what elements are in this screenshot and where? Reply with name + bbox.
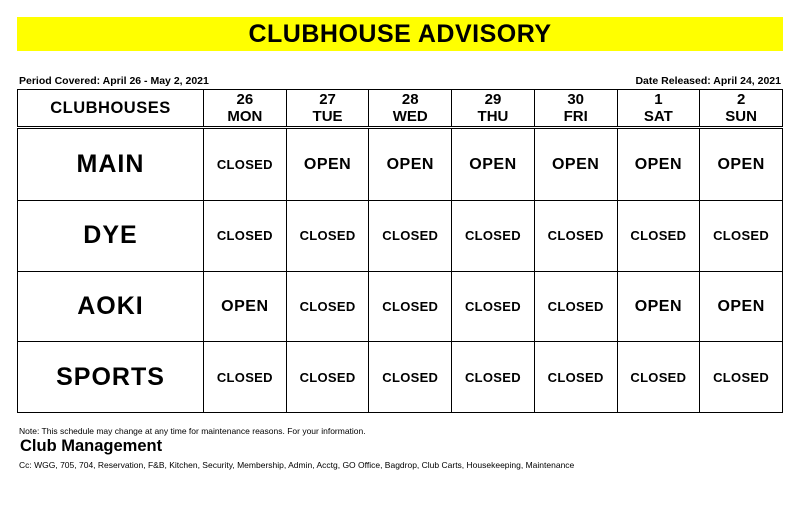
status-cell: OPEN (700, 271, 783, 342)
status-cell: OPEN (617, 271, 700, 342)
status-cell: CLOSED (286, 271, 369, 342)
page-title: CLUBHOUSE ADVISORY (248, 19, 552, 48)
date-released: Date Released: April 24, 2021 (635, 75, 781, 87)
day-header-mon (204, 90, 287, 128)
status-cell: CLOSED (452, 342, 535, 413)
cc-list: Cc: WGG, 705, 704, Reservation, F&B, Kitchen, Security, Membership, Admin, Acctg, GO Office, Bagdrop, Club Carts, Housekeeping, Maintenance (19, 460, 575, 470)
day-date: 2 (736, 91, 746, 108)
status-cell: CLOSED (369, 342, 452, 413)
day-header-sat (617, 90, 700, 128)
status-cell: CLOSED (369, 201, 452, 272)
day-header-tue (286, 90, 369, 128)
status-cell: CLOSED (452, 201, 535, 272)
signoff: Club Management (20, 437, 163, 455)
table-row (18, 128, 783, 201)
clubhouse-name: MAIN (18, 128, 204, 201)
day-date: 29 (484, 91, 502, 108)
clubhouse-name: SPORTS (18, 342, 204, 413)
status-cell: OPEN (204, 271, 287, 342)
status-cell: CLOSED (369, 271, 452, 342)
table-row (18, 201, 783, 272)
status-cell: CLOSED (204, 342, 287, 413)
status-cell: CLOSED (617, 342, 700, 413)
status-cell: CLOSED (617, 201, 700, 272)
status-cell: CLOSED (700, 201, 783, 272)
clubhouses-header: CLUBHOUSES (18, 90, 204, 128)
day-of-week: MON (227, 108, 263, 125)
status-cell: OPEN (369, 128, 452, 201)
clubhouse-name: AOKI (18, 271, 204, 342)
status-cell: OPEN (534, 128, 617, 201)
day-header-sun (700, 90, 783, 128)
day-date: 28 (401, 91, 419, 108)
day-header-wed (369, 90, 452, 128)
clubhouse-name: DYE (18, 201, 204, 272)
advisory-title-banner (17, 17, 783, 51)
day-of-week: THU (477, 108, 509, 125)
status-cell: OPEN (452, 128, 535, 201)
day-of-week: TUE (312, 108, 343, 125)
day-of-week: SUN (725, 108, 757, 125)
day-of-week: SAT (643, 108, 673, 125)
status-cell: CLOSED (452, 271, 535, 342)
day-date: 27 (319, 91, 336, 108)
status-cell: CLOSED (534, 342, 617, 413)
status-cell: CLOSED (700, 342, 783, 413)
status-cell: OPEN (700, 128, 783, 201)
header-row (18, 90, 783, 128)
status-cell: OPEN (617, 128, 700, 201)
status-cell: CLOSED (286, 201, 369, 272)
table-row (18, 342, 783, 413)
status-cell: CLOSED (534, 271, 617, 342)
status-cell: CLOSED (204, 128, 287, 201)
schedule-table (17, 89, 783, 413)
day-header-fri (534, 90, 617, 128)
day-header-thu (452, 90, 535, 128)
day-date: 26 (236, 91, 254, 108)
day-of-week: WED (392, 108, 428, 125)
status-cell: CLOSED (534, 201, 617, 272)
status-cell: CLOSED (286, 342, 369, 413)
table-row (18, 271, 783, 342)
day-date: 30 (567, 91, 584, 108)
day-of-week: FRI (563, 108, 588, 125)
period-covered: Period Covered: April 26 - May 2, 2021 (19, 75, 209, 87)
status-cell: OPEN (286, 128, 369, 201)
day-date: 1 (654, 91, 663, 108)
status-cell: CLOSED (204, 201, 287, 272)
schedule-note: Note: This schedule may change at any time for maintenance reasons. For your information. (19, 426, 366, 436)
